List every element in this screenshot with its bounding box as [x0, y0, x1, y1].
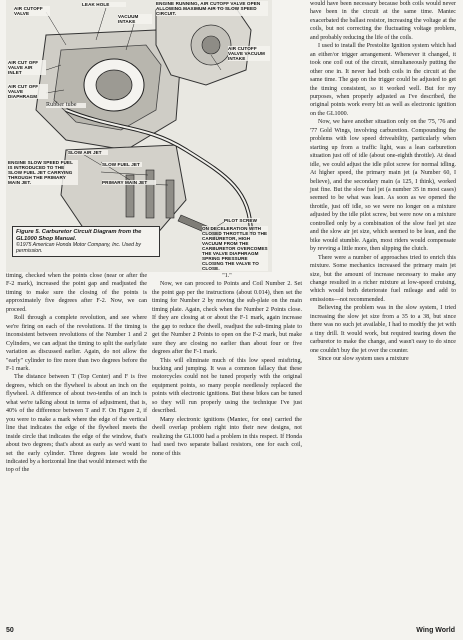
paragraph: Roll through a complete revolution, and see where we're firing on each of the revolutions. If the timing is inconsistent between revolutions of the Number 1 and 2 Cylinders, we can adjust the timing to split the early/late variation as discussed earlier. Again, do not allow the "early" cylinder to fire more than two degrees before the F-1 mark. [6, 315, 147, 372]
label-rubber-tube: Rubber tube [46, 103, 86, 108]
label-pilot-screw: PILOT SCREW [224, 218, 260, 223]
paragraph: This will eliminate much of this low speed misfiring, bucking and jumping. It was a common fallacy that these motorcycles could not be tuned properly with the original equipment points, so many people needlessly replaced the points with electronic ignitions. But these bikes can be tuned so they will run properly using the technique I've just described. [152, 357, 302, 415]
label-slow-air-jet: SLOW AIR JET [68, 150, 108, 155]
label-primary-main-jet: PRIMARY MAIN JET [102, 180, 156, 185]
label-engine-running: ENGINE RUNNING, AIR CUTOFF VALVE OPEN ALLOWING MAXIMUM AIR TO SLOW SPEED CIRCUIT. [156, 1, 268, 16]
paragraph: The distance between T (Top Center) and F is five degrees, which on the flywheel is about an inch on the flywheel. A difference of about two-tenths of an inch is what we're talking about in terms of adjustment, that is, 40% of the difference between T and F. On Figure 2, if you were to make a mark where the edge of the vertical line that indicates the edge of the flywheel meets the inside circle that indicates the edge of the window, that's about two degrees; that's about as early as we'd want to set the early cylinder. Three degrees late would be indicated by a horizontal line that would intersect with the top of the [6, 374, 147, 474]
paragraph: Since our slow system uses a mixture [318, 356, 409, 363]
left-text-column [6, 272, 147, 475]
label-air-inlet: AIR CUT OFF VALVE AIR INLET [8, 60, 46, 75]
paragraph: would have been necessary because both coils would never have been in the circuit at the same time. Mantec exacerbated the ballast resistor, increasing the voltage at the coils, but not correcting the fluctuating voltage problem, and probably reducing the life of the coils. [310, 1, 456, 41]
label-air-cutoff-vacuum-intake: AIR CUTOFF VALVE VACUUM INTAKE [228, 46, 270, 61]
paragraph: Now, we can proceed to Points and Coil Number 2. Set the point gap per the instructions (about 0.014), then set the timing for Number 2 by moving the sub-plate on the main timing plate. Again, check when the Number 2 Points close. If they are closing at or about the F-1 mark, again increase the gap to reduce the dwell, readjust the sub-timing plate to get the Number 2 Points to open on the F-2 mark, but make sure they are closing no earlier than about four or five degrees after the F-1 mark. [152, 281, 302, 356]
paragraph: Now, we have another situation only on the '75, '76 and '77 Gold Wings, involving carburetion. Compounding the problems with low speed driveability, particularly when starting up from a traffic light, was a lean carburetion situation just off of idle (about one-eighth throttle). At dead idle, we could adjust the idle pilot screw for normal idling. At higher speed, the primary main jet (a Number 60, I believe), and the secondary main (a 125, I think), worked just fine. But the slow fuel jet (a number 35 in most cases) seemed to be what was lean. As soon as we opened the throttle, just off idle, so we were no longer on a mixture adjusted by the idle pilot screw, but were now on a mixture controlled only by a combination of the slow fuel jet size and the slow air jet size, which seemed to be lean, and the bike would stumble. Again, most riders would compensate by revving a little more, then slipping the clutch. [310, 119, 456, 253]
middle-text-column [152, 272, 302, 458]
page-number: 50 [6, 627, 14, 634]
paragraph: I used to install the Prestolite Ignition system which had an either/or trigger arrangement. Whenever it changed, it took one coil out of the circuit, simultaneously putting the other one in. It never had both coils in the circuit at the same time. The gap on the trigger could be adjusted to get the timing consistent, so it worked well. But for my purposes, when properly adjusted as I've described, the original points work every bit as well as electronic ignition on the GL1000. [310, 43, 456, 117]
label-engine-slow-speed: ENGINE SLOW SPEED FUEL IS INTRODUCED TO THE SLOW FUEL JET CARRYING THROUGH THE PRIMARY MAIN JET. [8, 160, 78, 185]
paragraph: Many electronic ignitions (Mantec, for one) carried the dwell overlap problem right into their new designs, not realizing the GL1000 had a problem in this respect. If Honda had used two separate ballast resistors, one for each coil, none of this [152, 416, 302, 457]
paragraph: timing, checked when the points close (near or after the F-2 mark), increased the point gap and readjusted the timing to make sure the closing of the points is approximately five degrees after F-2. Now, we can proceed. [6, 273, 147, 313]
figure-caption [12, 226, 160, 257]
label-vacuum-intake: VACUUM INTAKE [118, 14, 152, 24]
label-leak-hole: LEAK HOLE [82, 2, 126, 7]
paragraph: "1." [222, 273, 232, 279]
caption-title: Figure 5. Carburetor Circuit Diagram from the GL1000 Shop Manual. [16, 229, 142, 242]
paragraph: There were a number of approaches tried to enrich this mixture. Some mechanics increased the primary main jet size, but the amount of increase necessary to make any change resulted in a richer mixture at low-speed cruising, which would both deteriorate fuel mileage and add to emissions—not recommended. [310, 254, 456, 303]
label-slow-fuel-jet: SLOW FUEL JET [102, 162, 142, 167]
magazine-name: Wing World [416, 627, 455, 634]
label-on-deceleration: ON DECELERATION WITH CLOSED THROTTLE TO THE CARBURETOR, HIGH VACUUM FROM THE CARBURETOR OVERCOMES THE VALVE DIAPHRAGM SPRING PRESSURE CLOSING THE VALVE TO CLOSE. [202, 226, 268, 271]
right-text-column [310, 0, 456, 363]
paragraph: Believing the problem was in the slow system, I tried increasing the slow jet size from a 35 to a 38, but since there was no such jet available, I had to modify the jet with a tiny drill. It would work, but required tearing down the carburetor to make the change, and wasn't easy to do since one couldn't buy the jet over the counter. [310, 305, 456, 354]
label-air-cutoff-valve: AIR CUTOFF VALVE [14, 6, 50, 16]
label-diaphragm: AIR CUT OFF VALVE DIAPHRAGM [8, 84, 48, 99]
caption-credit: ©1975 American Honda Motor Company, Inc. Used by permission. [16, 242, 141, 255]
carburetor-circuit-figure [6, 0, 272, 272]
